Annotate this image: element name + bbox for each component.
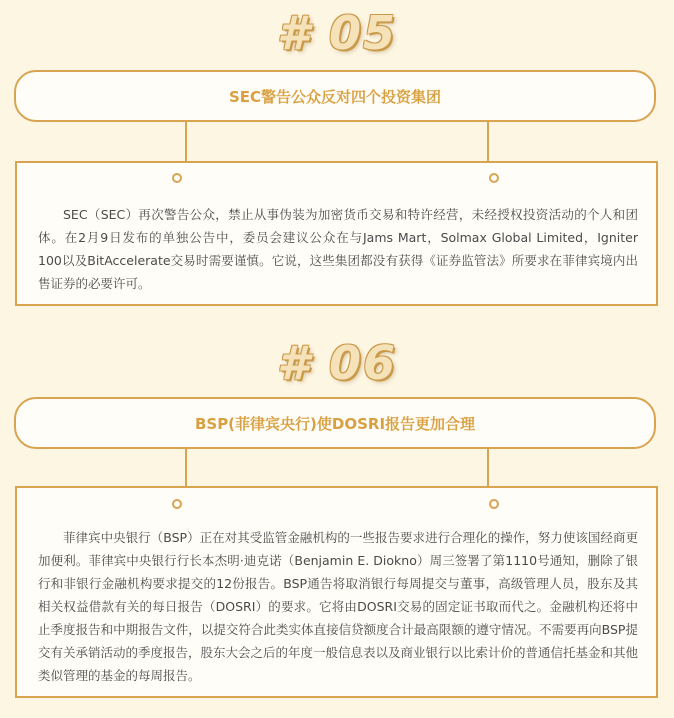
section-number: # 06 — [276, 336, 398, 390]
section-title: BSP(菲律宾央行)使DOSRI报告更加合理 — [194, 414, 476, 433]
section-body: SEC（SEC）再次警告公众，禁止从事伪装为加密货币交易和特许经营，未经授权投资活动的个人和团体。在2月9日发布的单独公告中，委员会建议公众在与Jams Mart，Solmax Global Limited，Igniter 100以及BitAccelerate交易时需要谨慎。它说，这些集团都没有获得《证券监管法》所要求在菲律宾境内出售证券的必要许可。 — [38, 207, 638, 291]
ring-icon — [489, 173, 499, 183]
ring-icon — [172, 499, 182, 509]
section-body: 菲律宾中央银行（BSP）正在对其受监管金融机构的一些报告要求进行合理化的操作，努力使该国经商更加便利。菲律宾中央银行行长本杰明·迪克诺（Benjamin E. Diokno）周三签署了第1110号通知，删除了银行和非银行金融机构要求提交的12份报告。BSP通告将取消银行每周提交与董事，高级管理人员，股东及其相关权益借款有关的每日报告（DOSRI）的要求。它将由DOSRI交易的固定证书取而代之。金融机构还将中止季度报告和中期报告文件，以提交符合此类实体直接信贷额度合计最高限额的遵守情况。不需要再向BSP提交有关承销活动的季度报告，股东大会之后的年度一般信息表以及商业银行以比索计价的普通信托基金和其他类似管理的基金的每周报告。 — [38, 530, 639, 683]
section-number: # 05 — [276, 6, 398, 60]
connector-line — [487, 449, 489, 487]
ring-icon — [489, 499, 499, 509]
section-title-box — [14, 397, 656, 449]
section-title-box — [14, 70, 656, 122]
connector-line — [487, 122, 489, 162]
section-title: SEC警告公众反对四个投资集团 — [228, 87, 442, 106]
connector-line — [185, 449, 187, 487]
ring-icon — [172, 173, 182, 183]
connector-line — [185, 122, 187, 162]
